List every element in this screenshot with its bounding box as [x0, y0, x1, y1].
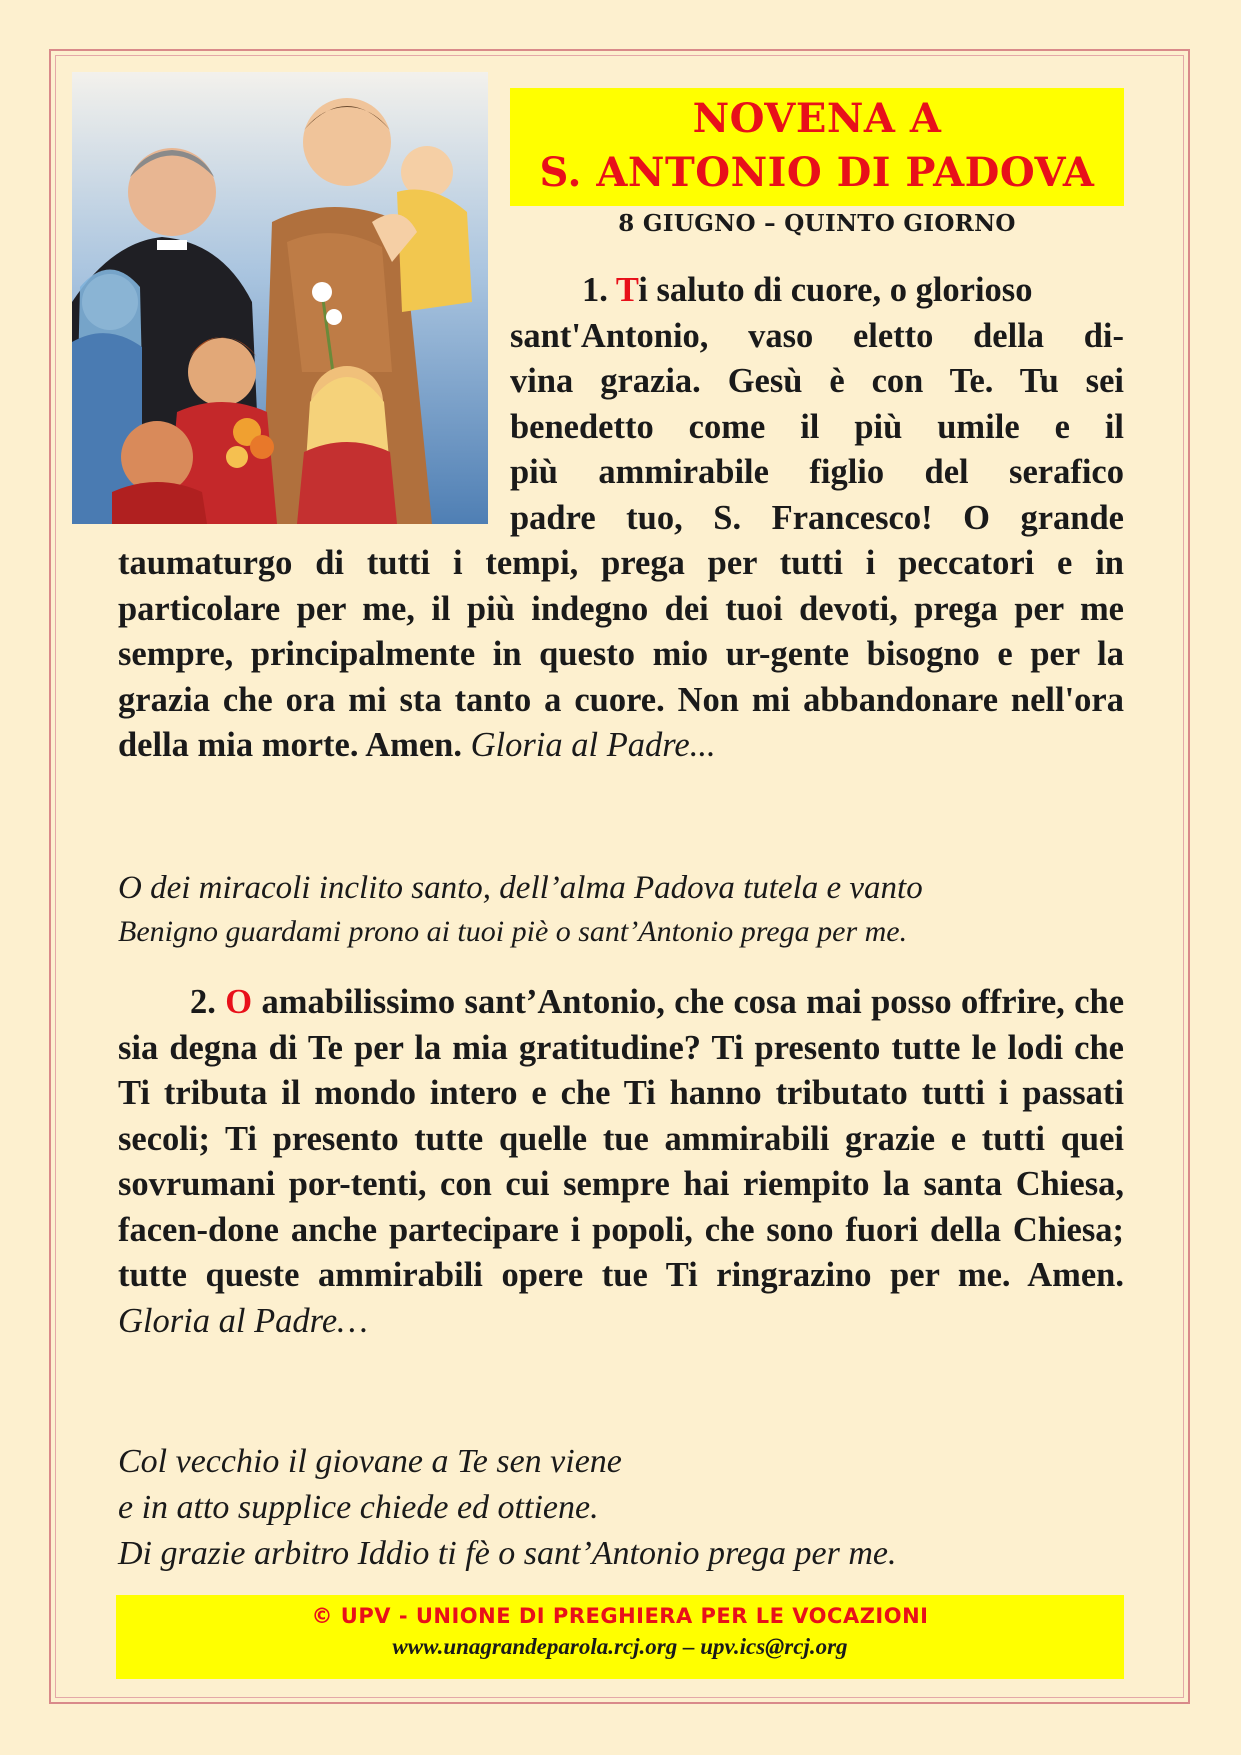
prayer-2: [118, 980, 1124, 1344]
prayer-1-number: 1.: [582, 271, 608, 309]
title-banner: [510, 88, 1124, 206]
prayer-1-line-5: più ammirabile figlio del serafico: [510, 453, 1124, 491]
refrain-2-line-3: Di grazie arbitro Iddio ti fè o sant’Antonio prega per me.: [118, 1535, 897, 1572]
prayer-2-number: 2.: [190, 983, 216, 1021]
prayer-2-gloria: Gloria al Padre…: [118, 1301, 368, 1340]
prayer-1-line-2: sant'Antonio, vaso eletto della di-: [510, 316, 1124, 355]
prayer-1-bottom: [118, 541, 1124, 769]
title-line-2: S. ANTONIO DI PADOVA: [539, 149, 1095, 196]
prayer-1-initial: T: [615, 271, 639, 309]
prayer-1-line-6: padre tuo, S. Francesco! O grande: [510, 498, 1124, 537]
prayer-1-line-1: i saluto di cuore, o glorioso: [638, 271, 1033, 309]
prayer-1-first-line: [510, 268, 1124, 314]
refrain-1-line-1: O dei miracoli inclito santo, dell’alma Padova tutela e vanto: [118, 870, 923, 906]
refrain-1: [118, 866, 1128, 954]
title-line-1: NOVENA A: [692, 95, 942, 142]
footer-title: © UPV - UNIONE DI PREGHIERA PER LE VOCAZIONI: [311, 1604, 929, 1628]
prayer-1-line-3: vina grazia. Gesù è con Te. Tu sei: [510, 362, 1124, 400]
refrain-2-line-1: Col vecchio il giovane a Te sen viene: [118, 1443, 622, 1480]
refrain-1-line-2: Benigno guardami prono ai tuoi piè o sant’Antonio prega per me.: [118, 915, 908, 948]
prayer-1-top: [510, 268, 1124, 541]
prayer-1-line-4: benedetto come il più umile e il: [510, 407, 1124, 446]
subtitle-date: 8 GIUGNO – QUINTO GIORNO: [618, 210, 1016, 237]
footer-banner: [116, 1595, 1124, 1679]
saint-anthony-illustration: [72, 72, 488, 524]
refrain-2: [118, 1439, 1128, 1577]
prayer-2-text: amabilissimo sant’Antonio, che cosa mai posso offrire, che sia degna di Te per la mia gratitudine? Ti presento tutte le lodi che Ti tributa il mondo intero e che Ti hanno tributato tutti i passati secoli; Ti presento tutte quelle tue ammirabili grazie e tutti quei sovrumani por-tenti, con cui sempre hai riempito la santa Chiesa, facen-done anche partecipare i popoli, che sono fuori della Chiesa; tutte queste ammirabili opere tue Ti ringrazino per me. Amen.: [118, 983, 1125, 1294]
prayer-1-text: taumaturgo di tutti i tempi, prega per tutti i peccatori e in particolare per me, il più indegno dei tuoi devoti, prega per me sempre, principalmente in questo mio ur-gente bisogno e per la grazia che ora mi sta tanto a cuore. Non mi abbandonare nell'ora della mia morte. Amen.: [118, 544, 1124, 764]
refrain-2-line-2: e in atto supplice chiede ed ottiene.: [118, 1489, 599, 1526]
prayer-2-initial: O: [225, 983, 253, 1021]
footer-website-link[interactable]: www.unagrandeparola.rcj.org – upv.ics@rcj.org: [392, 1634, 848, 1659]
prayer-1-gloria: Gloria al Padre...: [470, 726, 716, 764]
